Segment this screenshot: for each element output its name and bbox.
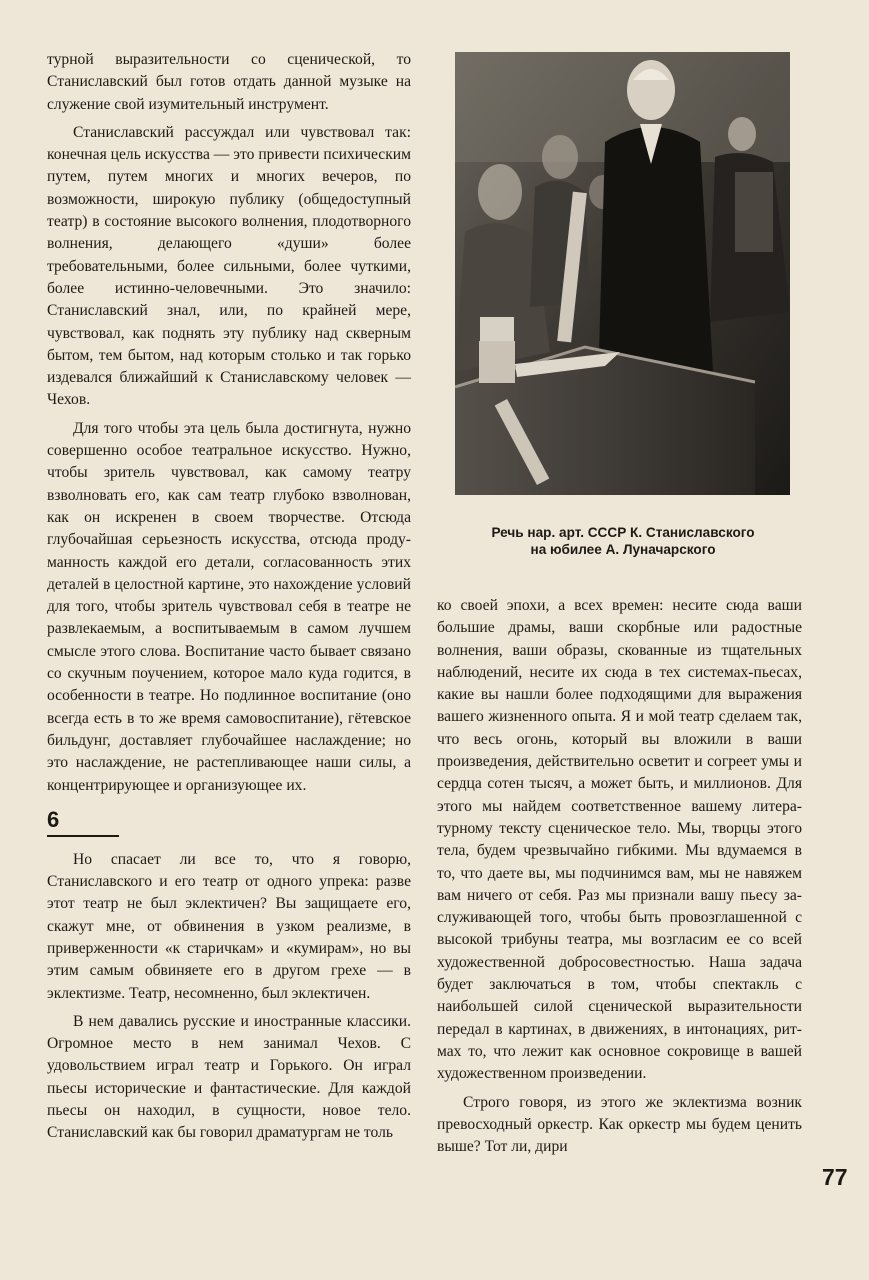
right-column [437,595,802,1164]
paragraph: турной выразительности со сценической, то Станиславский был готов отдать данной музыке на служение свой изумительный инструмент. [47,51,411,113]
paragraph: Для того чтобы эта цель была достигнута, нужно совершенно особое театральное искусство. Нужно, чтобы зритель чувствовал, как самому театру взволновать его, как сам театр глубоко взволнован, как он искренен в своем творчестве. Отсюда глубочайшая серьезность искусства, отсюда продуманность каждой его детали, согласованность этих деталей в целостной картине, это нахождение условий для того, чтобы зритель чувствовал себя в театре не развлекаемым, а воспитываемым в самом лучшем смысле этого слова. Воспитание часто бывает связано со скучным поучением, которое мало куда годится, в особенности в театре. Но подлинное воспитание (оно всегда есть в то же время самовоспитание), гётевское бильдунг, доставляет глубочайшее наслаждение; но это наслаждение, не растепливающее наши силы, а концентрирующее и организующее их. [47,419,411,794]
caption-line: Речь нар. арт. СССР К. Станиславского [491,525,755,540]
caption-line: на юбилее А. Луначарского [530,542,716,557]
photograph-image [455,52,790,495]
section-number: 6 [47,807,119,837]
paragraph: В нем давались русские и иностранные классики. Огромное место в нем занимал Чехов. С удовольствием играл театр и Горького. Он играл пьесы исторические и фантастические. Для каждой пьесы он находил, в сущности, новое тело. Станиславский как бы говорил драматургам не толь [47,1012,411,1142]
photo-caption [437,524,809,558]
photograph [455,52,790,495]
page-number: 77 [822,1164,848,1190]
left-column [47,49,411,1151]
paragraph: ко своей эпохи, а всех времен: несите сюда ваши большие драмы, ваши скорбные или радостные волнения, ваши образы, скованные из тщательных наблюдений, несите их сюда в тех системах-пьесах, какие вы нашли более подходящими для выражения вашего жизненного опыта. Я и мой театр сделаем так, что весь огонь, который вы вложили в ваши произведения, действительно осветит и согреет умы и сердца сотен тысяч, а может быть, и миллионов. Для этого мы найдем соответственное вашему литературному тексту сценическое тело. Мы, творцы этого тела, будем чрезвычайно гибкими. Мы вдумаемся в то, что даете вы, мы подчинимся вам, мы не навяжем вам ничего от себя. Раз мы признали вашу пьесу заслуживающей того, чтобы быть провозглашенной с высокой трибуны театра, мы возгласим ее со всей художественной добросовестностью. Наша задача будет заключаться в том, чтобы спектакль с наибольшей силой сценической выразительности передал в картинах, в движениях, в интонациях, ритмах то, что лежит как основное сокровище в вашей художественном произведении. [437,597,802,1083]
paragraph: Станиславский рассуждал или чувствовал так: конечная цель искусства — это привести психическим путем, путем многих и многих вечеров, по возможности, широкую публику (общедоступный театр) в состояние высокого волнения, плодотворного волнения, делающего «души» более требовательными, более сильными, более чуткими, более истинно-человечными. Это значило: Станиславский знал, или, по крайней мере, чувствовал, как поднять эту публику над скверным бытом, тем бытом, над которым столько и так горько издевался ближайший к Станиславскому человек — Чехов. [47,123,411,409]
paragraph: Строго говоря, из этого же эклектизма возник превосходный оркестр. Как оркестр мы будем ценить выше? Тот ли, дири [437,1093,802,1156]
paragraph: Но спасает ли все то, что я говорю, Станиславского и его театр от одного упрека: разве этот театр не был эклектичен? Вы защищаете его, скажут мне, от обвинения в узком реализме, в приверженности «к старичкам» и «кумирам», но вы этим самым обвиняете его в другом грехе — в эклектизме. Театр, несомненно, был эклектичен. [47,850,411,1002]
